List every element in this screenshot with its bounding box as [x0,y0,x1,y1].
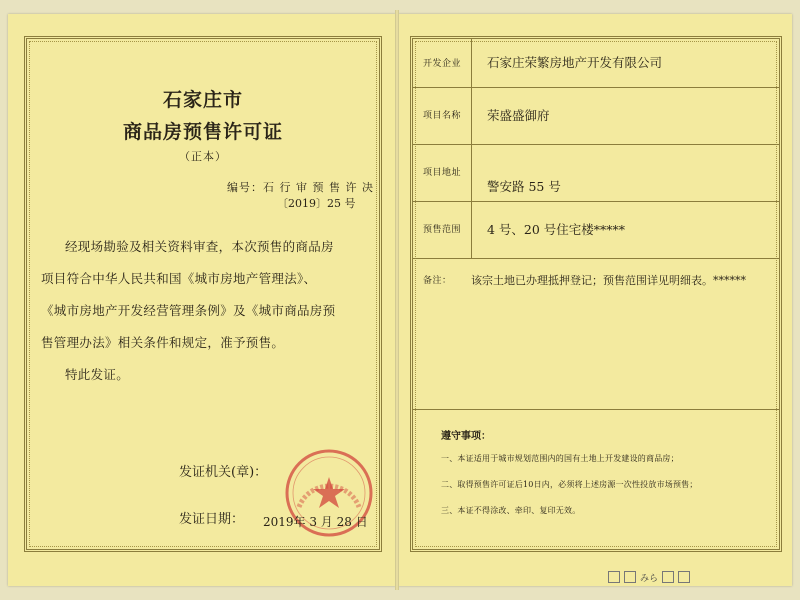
row-label: 项目名称 [413,88,472,144]
issuer-label: 发证机关(章)： [179,465,268,480]
certificate-city: 石家庄市 [162,89,243,111]
grid-icon[interactable] [608,571,620,583]
left-border-frame [24,36,382,552]
zoom-icon[interactable] [678,571,690,583]
certificate-title: 商品房预售许可证 [122,121,283,143]
row-label: 开发企业 [413,39,472,87]
info-row-remarks [413,259,779,410]
notice-title: 遵守事项： [441,431,491,442]
project-name-value: 荣盛盛御府 [487,108,550,123]
paragraph-line: 项目符合中华人民共和国《城市房地产管理法》、 [41,271,317,286]
table-icon[interactable] [624,571,636,583]
toolbar-label: みら [640,573,659,584]
info-row-project-name [413,88,779,145]
project-address-value: 警安路 55 号 [487,179,561,194]
info-row-developer [413,39,779,88]
right-border-frame [410,36,782,552]
book-spine [395,10,399,590]
notice-item: 一、本证适用于城市规划范围内的国有土地上开发建设的商品房； [441,454,679,463]
row-label: 备注： [423,276,452,286]
certificate-subtitle: （正本） [179,150,227,163]
edit-icon[interactable] [662,571,674,583]
paragraph-line: 经现场勘验及相关资料审查，本次预售的商品房 [65,239,334,254]
notice-item: 二、取得预售许可证后10日内，必须将上述房源一次性投放市场预售； [441,480,698,489]
presale-scope-value: 4 号、20 号住宅楼***** [487,222,626,237]
info-row-presale-scope [413,202,779,259]
issue-date-label: 发证日期： [179,512,245,527]
certificate-number-line2: 〔2019〕25 号 [277,197,356,210]
remarks-value: 该宗土地已办理抵押登记；预售范围详见明细表。****** [471,274,746,287]
certificate-number-line1: 编号：石 行 审 预 售 许 决 [227,181,374,194]
paragraph-line: 《城市房地产开发经营管理条例》及《城市商品房预 [41,303,336,318]
row-label: 项目地址 [413,145,472,201]
paragraph-line: 特此发证。 [65,367,130,382]
info-row-project-address [413,145,779,202]
issue-date-value: 2019年 3 月 28 日 [263,515,368,529]
paragraph-line: 售管理办法》相关条件和规定，准予预售。 [41,335,285,350]
notice-item: 三、本证不得涂改、牵印、复印无效。 [441,506,581,515]
developer-value: 石家庄荣繁房地产开发有限公司 [487,55,663,70]
viewer-toolbar [608,568,798,586]
row-label: 预售范围 [413,202,472,258]
